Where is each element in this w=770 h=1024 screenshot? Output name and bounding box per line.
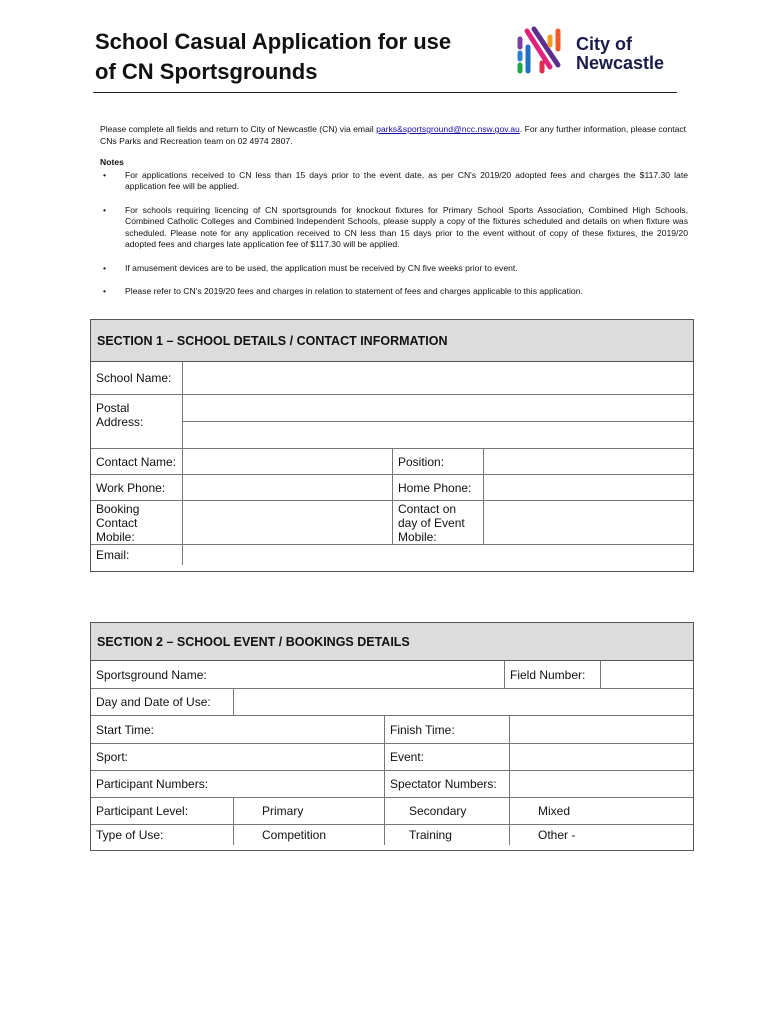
- numbers-row: [91, 771, 693, 798]
- field-number-label: Field Number:: [505, 661, 601, 688]
- section1-heading: SECTION 1 – SCHOOL DETAILS / CONTACT INFORMATION: [91, 320, 693, 362]
- sportsground-row: [91, 661, 693, 689]
- intro-text-after: . For any further information, please contact CNs Parks and Recreation team on 02 4974 2807.: [100, 124, 687, 146]
- postal-address-row: [91, 395, 693, 449]
- level-option-secondary[interactable]: Secondary: [385, 798, 510, 824]
- section2-form: [90, 622, 694, 851]
- school-name-field[interactable]: [183, 362, 693, 394]
- position-label: Position:: [393, 449, 484, 474]
- day-date-field[interactable]: [234, 689, 693, 715]
- event-label: Event:: [385, 744, 510, 770]
- mobile-row: [91, 501, 693, 545]
- school-name-row: [91, 362, 693, 395]
- spectator-numbers-field[interactable]: [510, 771, 693, 797]
- postal-address-label: Postal Address:: [91, 395, 183, 448]
- header-divider: [93, 92, 677, 93]
- level-option-primary[interactable]: Primary: [234, 798, 385, 824]
- notes-heading: Notes: [100, 157, 124, 167]
- contact-name-field[interactable]: [183, 449, 393, 474]
- work-phone-field[interactable]: [183, 475, 393, 500]
- booking-mobile-label: Booking Contact Mobile:: [91, 501, 183, 544]
- logo-text: [576, 35, 664, 73]
- bullet-icon: •: [103, 286, 107, 296]
- logo-mark-icon: [514, 25, 570, 79]
- email-label: Email:: [91, 545, 183, 565]
- sportsground-name-label: Sportsground Name:: [91, 661, 505, 688]
- field-number-field[interactable]: [601, 661, 693, 688]
- city-of-newcastle-logo: [514, 25, 684, 79]
- use-option-training[interactable]: Training: [385, 825, 510, 845]
- bullet-icon: •: [103, 204, 107, 215]
- start-time-label: Start Time:: [91, 716, 385, 743]
- position-field[interactable]: [484, 449, 693, 474]
- note-item: [100, 263, 688, 275]
- note-text: Please refer to CN's 2019/20 fees and charges in relation to statement of fees and charges applicable to this application.: [125, 286, 583, 296]
- postal-address-line-1[interactable]: [183, 395, 693, 422]
- logo-text-line-2: Newcastle: [576, 53, 665, 73]
- page-title: [95, 27, 515, 87]
- participant-level-label: Participant Level:: [91, 798, 234, 824]
- event-mobile-field[interactable]: [484, 501, 693, 544]
- school-name-label: School Name:: [91, 362, 183, 394]
- logo-text-line-1: City of: [576, 34, 632, 54]
- bullet-icon: •: [103, 169, 107, 180]
- bullet-icon: •: [103, 262, 107, 273]
- notes-section: [100, 157, 688, 310]
- email-row: [91, 545, 693, 565]
- note-item: [100, 205, 688, 251]
- intro-text-before: Please complete all fields and return to City of Newcastle (CN) via email: [100, 124, 377, 134]
- day-date-row: [91, 689, 693, 716]
- spectator-numbers-label: Spectator Numbers:: [385, 771, 510, 797]
- title-line-1: School Casual Application for use: [95, 29, 452, 54]
- participant-numbers-label: Participant Numbers:: [91, 771, 385, 797]
- postal-address-field[interactable]: [183, 395, 693, 448]
- section2-heading: SECTION 2 – SCHOOL EVENT / BOOKINGS DETAILS: [91, 623, 693, 661]
- level-option-mixed[interactable]: Mixed: [538, 804, 571, 818]
- home-phone-field[interactable]: [484, 475, 693, 500]
- use-option-competition[interactable]: Competition: [234, 825, 385, 845]
- work-phone-label: Work Phone:: [91, 475, 183, 500]
- note-text: For applications received to CN less than 15 days prior to the event date, as per CN's 2019/20 adopted fees and charges the $117.30 late application fee will be applied.: [125, 169, 688, 191]
- contact-name-row: [91, 449, 693, 475]
- title-line-2: of CN Sportsgrounds: [95, 59, 318, 84]
- sport-row: [91, 744, 693, 771]
- note-text: If amusement devices are to be used, the application must be received by CN five weeks prior to event.: [125, 262, 518, 273]
- note-item: [100, 170, 688, 193]
- sport-label: Sport:: [91, 744, 385, 770]
- phone-row: [91, 475, 693, 501]
- use-option-other[interactable]: Other -: [538, 828, 576, 842]
- event-field[interactable]: [510, 744, 693, 770]
- finish-time-field[interactable]: [510, 716, 693, 743]
- email-link[interactable]: parks&sportsground@ncc.nsw.gov.au: [376, 124, 520, 134]
- intro-paragraph: [100, 123, 688, 147]
- note-item: [100, 286, 688, 298]
- section1-form: [90, 319, 694, 572]
- contact-name-label: Contact Name:: [91, 449, 183, 474]
- postal-address-line-2[interactable]: [183, 422, 693, 448]
- email-field[interactable]: [183, 545, 693, 565]
- booking-mobile-field[interactable]: [183, 501, 393, 544]
- time-row: [91, 716, 693, 744]
- event-mobile-label: Contact on day of Event Mobile:: [393, 501, 484, 544]
- type-of-use-label: Type of Use:: [91, 825, 234, 845]
- home-phone-label: Home Phone:: [393, 475, 484, 500]
- day-date-label: Day and Date of Use:: [91, 689, 234, 715]
- finish-time-label: Finish Time:: [385, 716, 510, 743]
- participant-level-row: [91, 798, 693, 825]
- note-text: For schools requiring licencing of CN sportsgrounds for knockout fixtures for Primary School Sports Association, Combined High Schools, Combined Catholic Colleges and Combined Independent Schools, please supply a copy of the fixtures scheduled and details on when fixture was scheduled. Please note for any application received to CN less than 15 days prior to the event without of copy of these fixtures, the 2019/20 adopted fees and charges late application fee of $117.30 will be applied.: [125, 204, 688, 249]
- type-of-use-row: [91, 825, 693, 845]
